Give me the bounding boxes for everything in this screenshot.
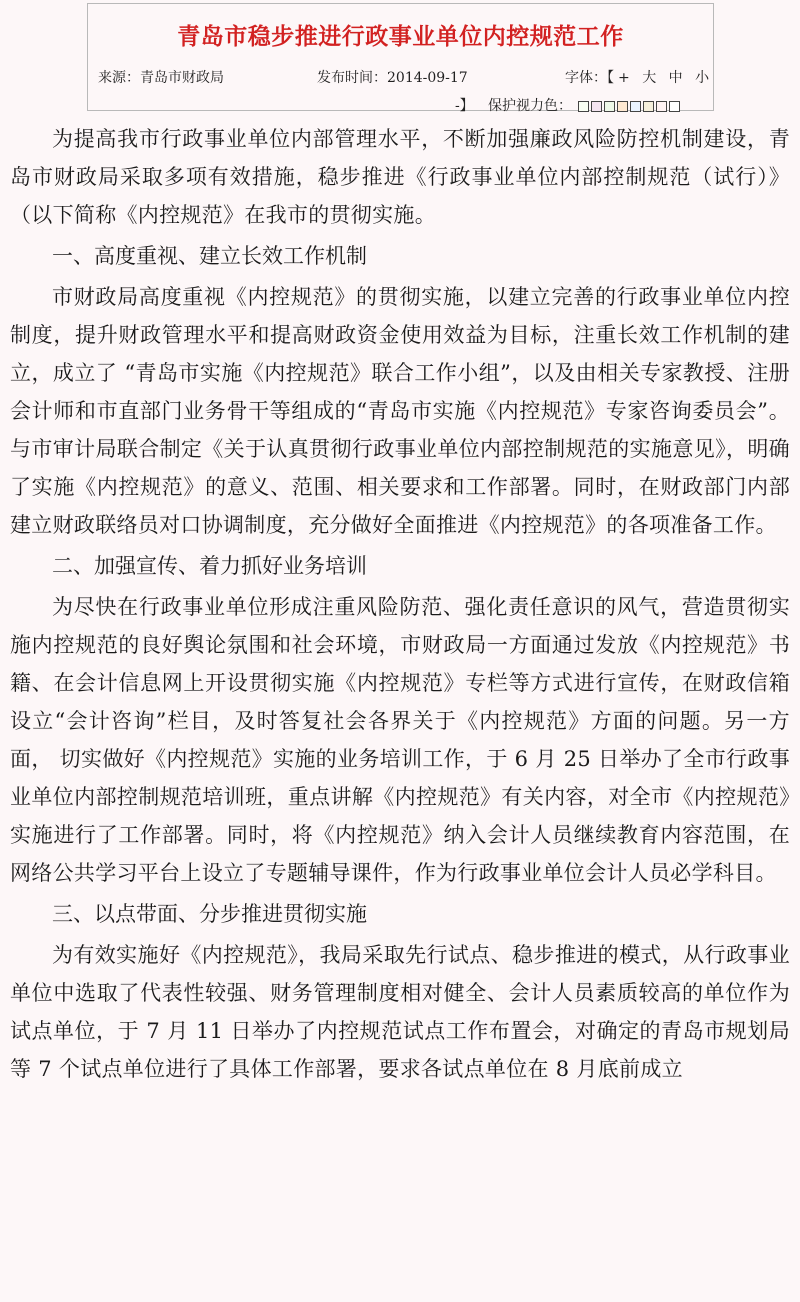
font-size-control-continued — [455, 95, 474, 115]
color-swatches — [578, 100, 682, 116]
section-heading-2: 二、加强宣传、着力抓好业务培训 — [52, 554, 367, 578]
article-title: 青岛市稳步推进行政事业单位内控规范工作 — [177, 24, 624, 50]
article-source — [98, 67, 224, 87]
font-bracket-close: 】 — [459, 98, 474, 114]
swatch-color-7[interactable] — [656, 101, 667, 112]
swatch-color-3[interactable] — [604, 101, 615, 112]
article-date — [317, 67, 468, 87]
eye-protect-control — [488, 95, 682, 116]
date-label: 发布时间： — [317, 70, 387, 86]
swatch-color-6[interactable] — [643, 101, 654, 112]
protect-label: 保护视力色： — [488, 98, 572, 114]
body-paragraph-2: 市财政局高度重视《内控规范》的贯彻实施，以建立完善的行政事业单位内控制度，提升财政管理水平和提高财政资金使用效益为目标，注重长效工作机制的建立，成立了 “青岛市实施《内控规范》联合工作小组”，以及由相关专家教授、注册会计师和市直部门业务骨干等组成的“青岛市实施《内控规范》专家咨询委员会”。与市审计局联合制定《关于认真贯彻行政事业单位内部控制规范的实施意见》，明确了实施《内控规范》的意义、范围、相关要求和工作部署。同时，在财政部门内部建立财政联络员对口协调制度，充分做好全面推进《内控规范》的各项准备工作。 — [10, 285, 790, 537]
article-header — [87, 3, 714, 114]
swatch-color-4[interactable] — [617, 101, 628, 112]
section-heading-1: 一、高度重视、建立长效工作机制 — [52, 244, 367, 268]
section-heading-3: 三、以点带面、分步推进贯彻实施 — [52, 902, 367, 926]
font-small-button[interactable]: 小 — [695, 70, 714, 86]
body-paragraph-4: 为有效实施好《内控规范》，我局采取先行试点、稳步推进的模式，从行政事业单位中选取了代表性较强、财务管理制度相对健全、会计人员素质较高的单位作为试点单位，于 7 月 11 日举办了内控规范试点工作布置会，对确定的青岛市规划局等 7 个试点单位进行了具体工作部署，要求各试点单位在 8 月底前成立 — [10, 943, 790, 1081]
swatch-color-5[interactable] — [630, 101, 641, 112]
date-value: 2014-09-17 — [387, 70, 468, 86]
font-decrease-button[interactable]: - — [455, 98, 460, 114]
source-value: 青岛市财政局 — [140, 70, 224, 86]
swatch-color-2[interactable] — [591, 101, 602, 112]
article-body — [10, 120, 790, 1088]
font-large-button[interactable]: 大 — [642, 70, 661, 86]
body-paragraph-3: 为尽快在行政事业单位形成注重风险防范、强化责任意识的风气，营造贯彻实施内控规范的良好舆论氛围和社会环境，市财政局一方面通过发放《内控规范》书籍、在会计信息网上开设贯彻实施《内控规范》专栏等方式进行宣传，在财政信箱设立“会计咨询”栏目，及时答复社会各界关于《内控规范》方面的问题。另一方面， 切实做好《内控规范》实施的业务培训工作，于 6 月 25 日举办了全市行政事业单位内部控制规范培训班，重点讲解《内控规范》有关内容，对全市《内控规范》实施进行了工作部署。同时，将《内控规范》纳入会计人员继续教育内容范围，在网络公共学习平台上设立了专题辅导课件，作为行政事业单位会计人员必学科目。 — [10, 595, 790, 885]
body-paragraph-1: 为提高我市行政事业单位内部管理水平，不断加强廉政风险防控机制建设，青岛市财政局采取多项有效措施，稳步推进《行政事业单位内部控制规范（试行）》（以下简称《内控规范》在我市的贯彻实施。 — [10, 127, 790, 227]
font-increase-button[interactable]: + — [618, 70, 634, 86]
source-label: 来源： — [98, 70, 140, 86]
font-medium-button[interactable]: 中 — [668, 70, 687, 86]
font-label: 字体： — [565, 70, 607, 86]
font-bracket-open: 【 — [607, 70, 618, 86]
swatch-color-8[interactable] — [669, 101, 680, 112]
swatch-color-1[interactable] — [578, 101, 589, 112]
font-size-control — [565, 67, 713, 87]
